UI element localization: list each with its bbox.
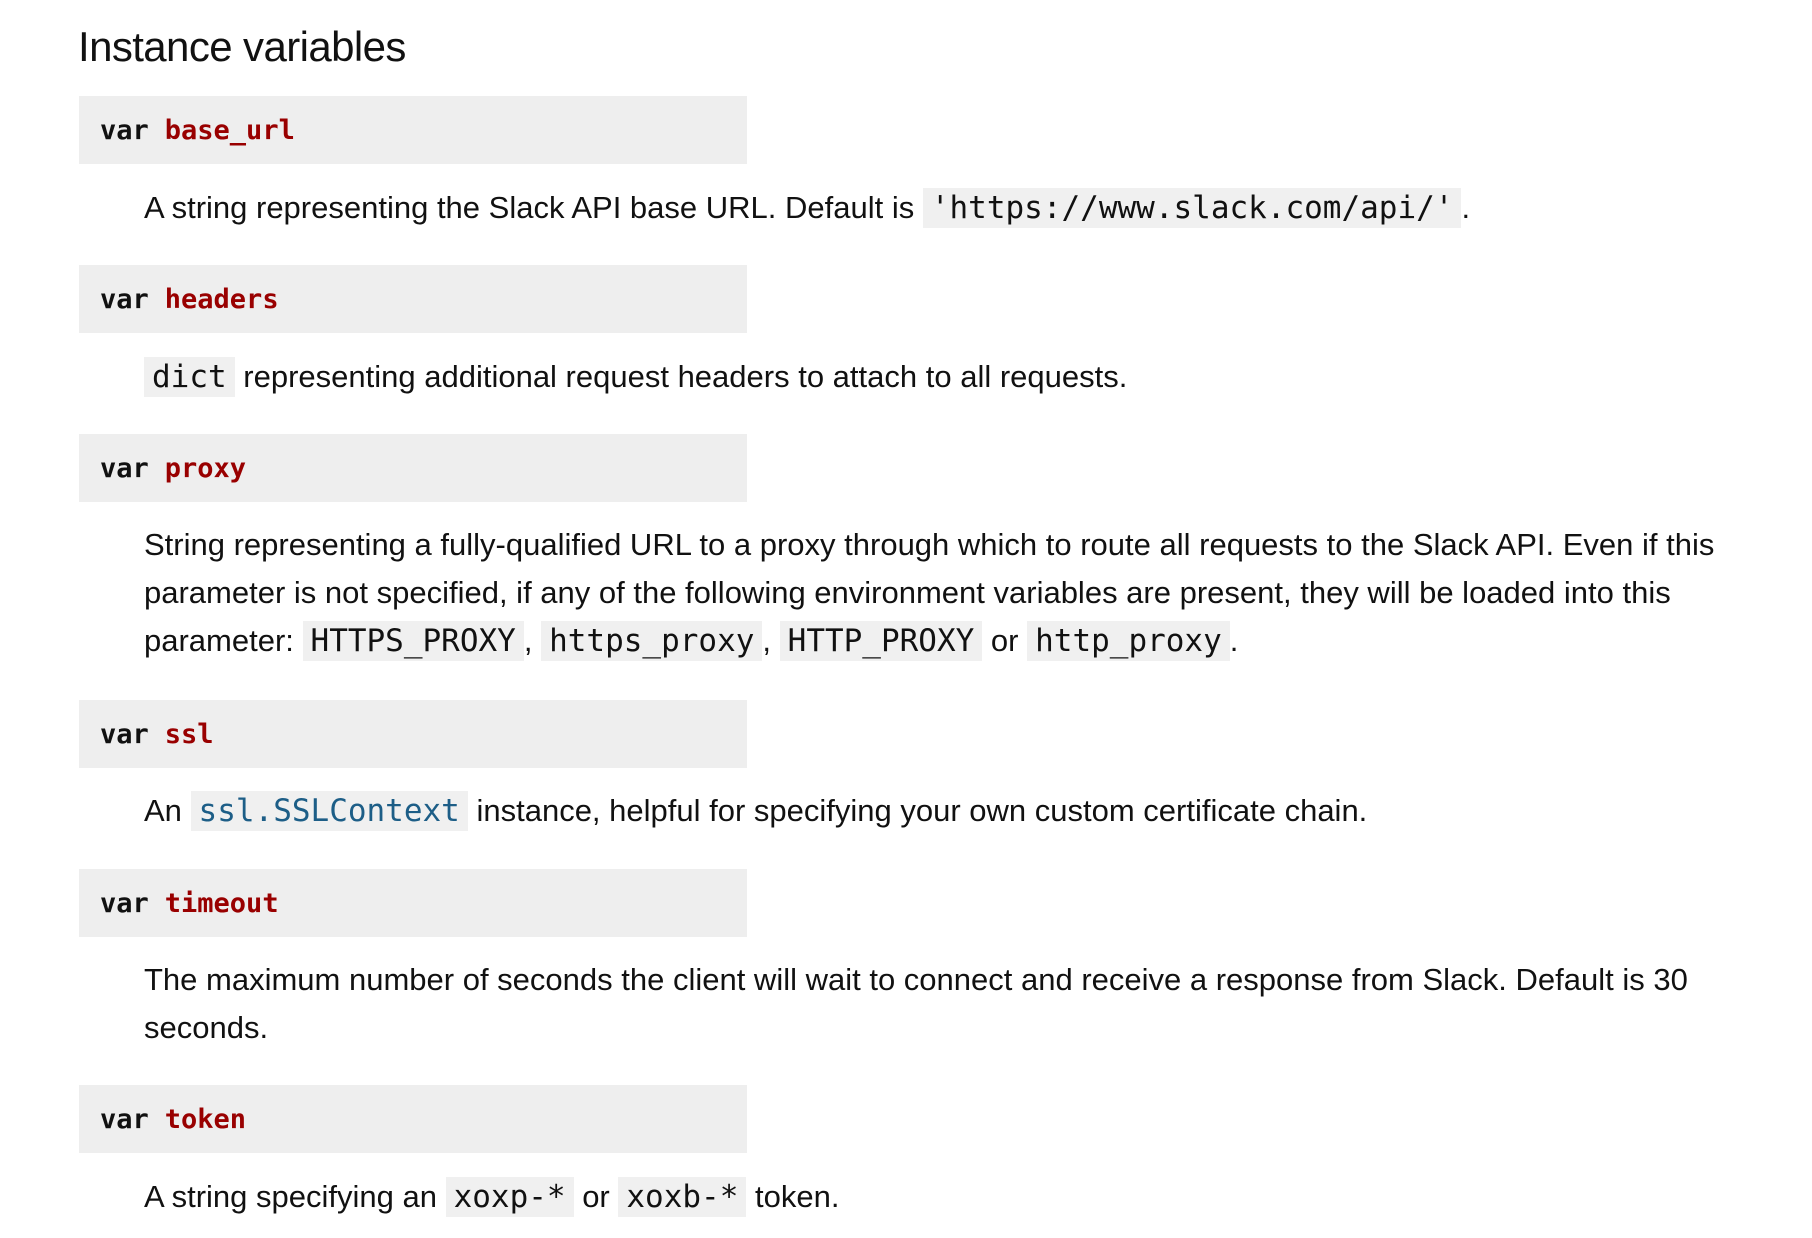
section-title: Instance variables xyxy=(78,23,406,70)
var-keyword: var xyxy=(100,718,149,750)
desc-text: String representing a fully-qualified URL to a proxy through which to route all requests to the Slack API. Even if this parameter is not specified, if any of the following environment variables are present, they will be loaded into this parameter: xyxy=(144,527,1715,658)
var-ssl-description xyxy=(144,787,1744,835)
var-proxy-description xyxy=(144,521,1744,665)
token-prefix-code: xoxp-* xyxy=(446,1177,574,1217)
var-name-headers: headers xyxy=(164,283,279,315)
separator: , xyxy=(762,623,772,658)
desc-text: instance, helpful for specifying your own custom certificate chain. xyxy=(476,793,1368,828)
desc-text: A string specifying an xyxy=(144,1179,437,1214)
var-name-proxy: proxy xyxy=(164,452,247,484)
desc-text: token. xyxy=(755,1179,840,1214)
desc-text: . xyxy=(1461,190,1471,225)
desc-text: A string representing the Slack API base URL. Default is xyxy=(144,190,915,225)
desc-text: . xyxy=(1229,623,1239,658)
var-name-token: token xyxy=(164,1103,247,1135)
env-var-code: https_proxy xyxy=(541,621,762,661)
env-var-code: HTTP_PROXY xyxy=(780,621,983,661)
var-name-base-url: base_url xyxy=(164,114,295,146)
env-var-code: http_proxy xyxy=(1027,621,1230,661)
var-timeout-description: The maximum number of seconds the client will wait to connect and receive a response from Slack. Default is 30 seconds. xyxy=(144,962,1688,1045)
var-token-description xyxy=(144,1173,1744,1221)
var-token-header xyxy=(79,1085,747,1153)
var-base-url-description xyxy=(144,184,1744,232)
desc-text: representing additional request headers to attach to all requests. xyxy=(243,359,1128,394)
var-keyword: var xyxy=(100,452,149,484)
ssl-context-link[interactable]: ssl.SSLContext xyxy=(191,791,468,831)
default-url-code: 'https://www.slack.com/api/' xyxy=(923,188,1462,228)
var-keyword: var xyxy=(100,114,149,146)
var-headers-description xyxy=(144,353,1744,401)
var-ssl-header xyxy=(79,700,747,768)
separator: or xyxy=(582,1179,610,1214)
separator: or xyxy=(990,623,1019,658)
var-timeout-header xyxy=(79,869,747,937)
var-name-ssl: ssl xyxy=(164,718,214,750)
desc-text: An xyxy=(144,793,182,828)
separator: , xyxy=(523,623,533,658)
var-keyword: var xyxy=(100,1103,149,1135)
token-prefix-code: xoxb-* xyxy=(618,1177,746,1217)
dict-code: dict xyxy=(144,357,235,397)
var-name-timeout: timeout xyxy=(164,887,279,919)
var-headers-header xyxy=(79,265,747,333)
var-proxy-header xyxy=(79,434,747,502)
env-var-code: HTTPS_PROXY xyxy=(303,621,524,661)
var-keyword: var xyxy=(100,283,149,315)
var-keyword: var xyxy=(100,887,149,919)
var-base-url-header xyxy=(79,96,747,164)
